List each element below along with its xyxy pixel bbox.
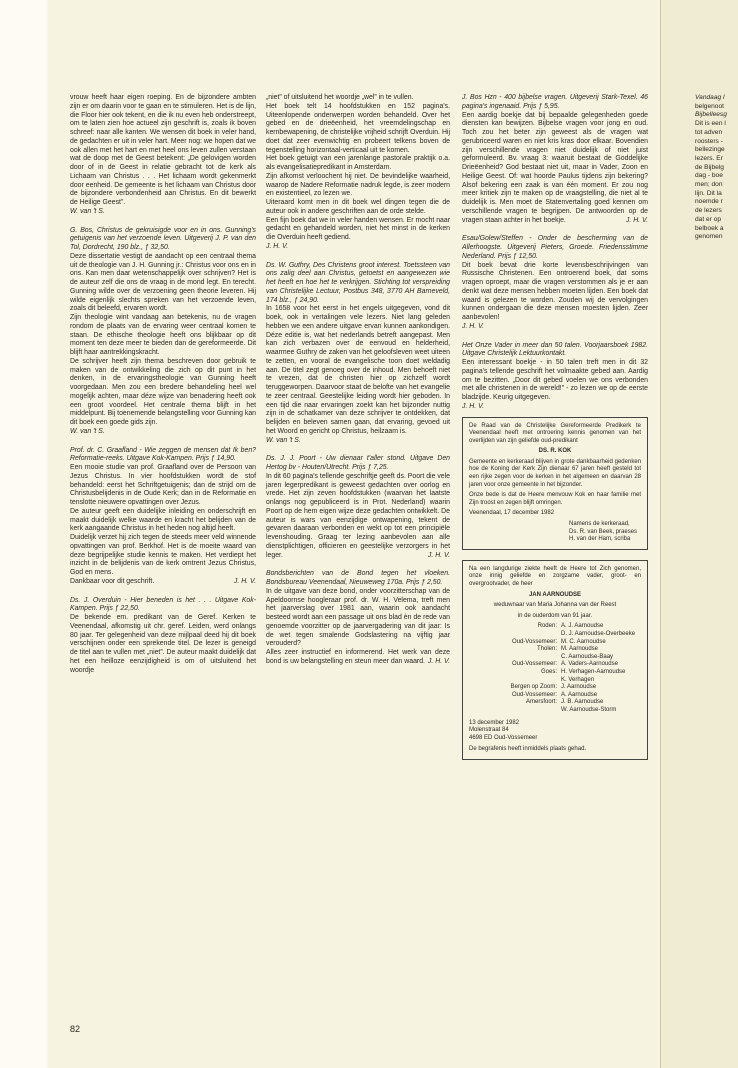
spacer bbox=[266, 252, 450, 262]
review-signature: J. H. V. bbox=[462, 322, 485, 330]
relative-name: C. Aarnoudse-Baay bbox=[561, 653, 614, 660]
paragraph-text: Prof. dr. C. Graafland - Wie zeggen de mensen dat Ik ben? Reformatie-reeks. Uitgave Kok-Kampen. Prijs ƒ 14,90. bbox=[70, 446, 256, 463]
paragraph-text: In 1658 voor het eerst in het engels uitgegeven, vond dit boek, ook in vertalingen vele lezers. Niet lang geleden hebben we een andere uitgave ervan kunnen aankondigen. Déze editie is, wat het nederlands betreft aangepast. Men kan zich verbazen over de eenvoud en helderheid, waarmee Guthry de zaken van het geloofsleven weet uiteen te zetten, en vooral de evangelische toon doet weldadig aan. De titel zegt genoeg over de inhoud. Men behoeft niet te vrezen, dat de christen hier op zichzelf wordt teruggeworpen. Daarvoor staat de belofte van het evangelie te zeer centraal. Geestelijke leiding wordt hier geboden. In een tijd die naar ervaringen zoekt kan het bijzonder nuttig zijn in de schatkamer van deze schrijver te ontdekken, dat belijden en beleven samen gaan, dat ervaring, gevoed uit het Woord en gericht op Christus, heilzaam is. bbox=[266, 305, 450, 435]
notice-funeral: De begrafenis heeft inmiddels plaats gehad. bbox=[469, 746, 587, 753]
facing-page-line: tot adven bbox=[695, 128, 723, 136]
review-signature: J. H. V. bbox=[233, 577, 256, 585]
paragraph-text: „niet” of uitsluitend het woordje „wel” in te vullen. bbox=[266, 94, 414, 101]
paragraph-text: De schrijver heeft zijn thema beschreven door gebruik te maken van de ontwikkeling die zich op dit punt in het denken, in de ervaringstheologie van Gunning heeft voorgedaan. Men zou een bredere behandeling heel wel mogelijk achten, maar déze wijze van benadering heeft ook een groot voordeel. Het centrale thema blijft in het middelpunt. Bij toenemende belangstelling voor Gunning kan dit boek een goede gids zijn. bbox=[70, 357, 256, 426]
relative-name: M. C. Aarnoudse bbox=[561, 638, 606, 645]
notice-intro: Na een langdurige ziekte heeft de Heere tot Zich genomen, onze innig geliefde en zorgzame vader, groot- en overgrootvader, de heer bbox=[469, 565, 641, 587]
review-title bbox=[70, 597, 256, 615]
relative-place bbox=[469, 654, 557, 662]
review-paragraph bbox=[70, 578, 256, 587]
notice-age: in de ouderdom van 91 jaar. bbox=[517, 612, 593, 619]
facing-page-line: dag - boe bbox=[695, 172, 723, 180]
relative-place bbox=[469, 677, 557, 685]
relative-place: Oud-Vossemeer: bbox=[511, 691, 557, 698]
paragraph-text: Een mooie studie van prof. Graafland over de Persoon van Jezus Christus. In vier hoofdstukken wordt de stof behandeld: eerst het Schriftgetuigenis; dan de strijd om de Christusbelijdenis in de Oude Kerk; dan in de Reformatie en tenslotte nieuwere opvattingen over Jezus. bbox=[70, 464, 256, 506]
paragraph-text: Dankbaar voor dit geschrift. bbox=[70, 577, 155, 585]
obituary-notice-aarnoudse bbox=[462, 560, 648, 760]
notice-name: DS. R. KOK bbox=[538, 448, 572, 455]
paragraph-text: Een interessant boekje - in 50 talen treft men in dit 32 pagina's tellende geschrift het volmaakte gebed aan. Aardig om te bezitten. „Door dit gebed voelen we ons verbonden met alle christenen in de wereld!” - zo lezen we op de eerste bladzijde. Keurig uitgegeven. bbox=[462, 359, 648, 401]
paragraph-text: Het boek getuigt van een jarenlange pastorale praktijk o.a. als evangelisatiepredikant in Amsterdam. bbox=[266, 155, 450, 171]
review-title bbox=[462, 235, 648, 261]
review-signature: W. van 't S. bbox=[266, 436, 301, 444]
review-paragraph bbox=[266, 588, 450, 649]
relative-name: W. Aarnoudse-Storm bbox=[561, 706, 617, 713]
review-paragraph bbox=[266, 94, 450, 103]
notice-name: JAN AARNOUDSE bbox=[528, 591, 582, 598]
paragraph-text: Een fijn boek dat we in veler handen wensen. Er mocht naar gedacht en gehandeld worden, niet het minst in de kerken die Overduin heeft gediend. bbox=[266, 216, 450, 241]
review-paragraph bbox=[70, 534, 256, 578]
facing-page bbox=[660, 0, 738, 1068]
relative-place bbox=[469, 631, 557, 639]
review-paragraph bbox=[266, 103, 450, 156]
notice-signature: H. van der Ham, scriba bbox=[569, 536, 631, 543]
paragraph-text: Esau/Golew/Steffen - Onder de bescherming van de Allerhoogste. Uitgeverij Pieters, Groede. Friedensstimme Nederland. Prijs ƒ 12,50. bbox=[462, 235, 648, 260]
review-paragraph bbox=[266, 173, 450, 199]
facing-page-line: dat er op bbox=[695, 215, 722, 223]
facing-page-line: noemde r bbox=[695, 198, 723, 206]
relative-place: Oud-Vossemeer: bbox=[511, 661, 557, 668]
relative-name: J. Aarnoudse bbox=[561, 684, 597, 691]
paragraph-text: Alles zeer instructief en informerend. Het werk van deze bond is uw belangstelling en steun meer dan waard. bbox=[266, 649, 450, 665]
spacer bbox=[462, 332, 648, 342]
notice-date: 13 december 1982 bbox=[469, 719, 520, 726]
paragraph-text: J. Bos Hzn - 400 bijbelse vragen. Uitgeverij Stark-Texel. 46 pagina's ingenaaid. Prijs ƒ 5,95. bbox=[462, 94, 648, 110]
paragraph-text: Zijn afkomst verloochent hij niet. De bevindelijke waarheid, waarop de Nadere Reformatie nadruk legde, is zeer modern en existentieel, zo lezen we. bbox=[266, 172, 450, 198]
notice-widow: weduwnaar van Maria Johanna van der Reest bbox=[493, 602, 617, 609]
review-paragraph bbox=[70, 358, 256, 428]
facing-page-line: roosters - bbox=[695, 137, 723, 145]
review-title bbox=[266, 455, 450, 473]
paragraph-text: Het Onze Vader in meer dan 50 talen. Voorjaarsboek 1982. Uitgave Christelijk Lektuurkontakt. bbox=[462, 341, 648, 358]
paragraph-text: G. Bos, Christus de gekruisigde voor en in ons. Gunning's getuigenis van het verzoende leven. Uitgeverij J. P. van den Tol, Dordrecht, 190 blz., ƒ 32,50. bbox=[70, 226, 256, 251]
review-paragraph bbox=[70, 94, 256, 208]
obituary-notice-kok bbox=[462, 417, 648, 550]
relative-name: J. B. Aarnoudse bbox=[561, 699, 604, 706]
review-signature: J. H. V. bbox=[266, 242, 289, 250]
review-signature: J. H. V. bbox=[427, 657, 450, 665]
review-signature: J. H. V. bbox=[462, 402, 485, 410]
notice-body: Gemeente en kerkeraad blijven in grote dankbaarheid gedenken hoe de Koning der Kerk Zijn dienaar 67 jaren heeft gesteld tot een rijke zegen voor de kerken in het algemeen en daarvan 28 jaren voor onze gemeente in het bijzonder. bbox=[469, 458, 641, 488]
review-paragraph bbox=[266, 217, 450, 243]
paragraph-text: De auteur geeft een duidelijke inleiding en onderschrijft en maakt duidelijk welke waarde en kracht het belijden van de kerk aangaande Christus in het heden nog altijd heeft. bbox=[70, 507, 256, 533]
review-paragraph bbox=[70, 614, 256, 675]
review-signature: W. van 't S. bbox=[70, 427, 105, 435]
paragraph-text: vrouw heeft haar eigen roeping. En de bijzondere ambten zijn er om daarin voor te gaan en te stimuleren. Het is de lijn, die Floor hier ook tekent, en die ik nu even heb onderstreept, om te laten zien hoe actueel zijn geschrift is, zoals ik boven schreef: naar alle kanten. We wensen dit boek in veler hand, de gedachten er uit in veler hart. Meer nog: we hopen dat we ook allen met het hart en met heel ons leven zullen verstaan wat de doop met de Geest betekent: „De gelovigen worden door of in de Geest in relatie gebracht tot de kerk als Lichaam van Christus . . . Het lichaam wordt gekenmerkt door eenheid. De gemeente is het lichaam van Christus door de bijzondere verbondenheid aan Christus. En dit bewerkt de Heilige Geest”. bbox=[70, 94, 256, 206]
paragraph-text: De bekende em. predikant van de Geref. Kerken te Veenendaal, afkomstig uit chr. geref. Leiden, werd onlangs 80 jaar. Ter gelegenheid van deze mijlpaal deed hij dit boek verschijnen onder een sprekende titel. De lezer is geneigd de titel aan te vullen met „niet”. De auteur maakt duidelijk dat het een heilloze eenzijdigheid is om of uitsluitend het woordje bbox=[70, 614, 256, 674]
facing-page-line: Dit is een l bbox=[695, 120, 726, 128]
notice-street: Molenstraat 84 bbox=[469, 727, 509, 734]
facing-page-line: bellezinge bbox=[695, 146, 725, 154]
paragraph-text: Bondsberichten van de Bond tegen het vloeken. Bondsbureau Veenendaal, Nieuweweg 170a. Prijs ƒ 2,50. bbox=[266, 570, 450, 586]
facing-page-line: lijn. Dit la bbox=[695, 189, 722, 197]
notice-place-date: Veenendaal, 17 december 1982 bbox=[469, 510, 555, 517]
review-paragraph bbox=[266, 473, 450, 561]
facing-page-line: Bijbelleesg bbox=[695, 111, 727, 119]
relative-place: Amersfoort: bbox=[525, 699, 557, 706]
review-paragraph bbox=[266, 199, 450, 217]
relative-name: A. Aarnoudse bbox=[561, 691, 598, 698]
review-signature: J. H. V. bbox=[427, 551, 450, 559]
spacer bbox=[70, 217, 256, 227]
facing-page-line: belgenoot bbox=[695, 102, 724, 110]
review-title bbox=[70, 227, 256, 253]
paragraph-text: Ds. W. Guthry, Des Christens groot interest. Toetssteen van ons zalig deel aan Christus, getoetst en aangewezen wie het heeft en hoe het te verkrijgen. Stichting tot verspreiding van Christelijke Lectuur, Postbus 348, 3770 AH Barneveld, 174 blz., ƒ 24,90. bbox=[266, 261, 450, 304]
relative-place: Roden: bbox=[537, 623, 557, 630]
review-paragraph bbox=[70, 464, 256, 508]
paragraph-text: In de uitgave van deze bond, onder voorzitterschap van de Apeldoornse hoogleraar prof. dr. W. H. Velema, treft men het jaarverslag over 1981 aan, waarin ook aandacht besteed wordt aan een passage uit ons blad èn de rede van genoemde voorzitter op de jaarvergadering van dit jaar: Is de wet tegen smalende Godslastering na vijftig jaar verouderd? bbox=[266, 587, 450, 648]
review-title bbox=[266, 570, 450, 588]
relative-name: A. J. Aarnoudse bbox=[561, 623, 604, 630]
column-3 bbox=[462, 94, 648, 770]
notice-postal: 4698 ED Oud-Vossemeer bbox=[469, 734, 538, 741]
column-2 bbox=[266, 94, 450, 667]
review-title bbox=[70, 447, 256, 465]
relative-place: Goes: bbox=[540, 668, 557, 675]
relative-place bbox=[469, 707, 557, 715]
relative-place: Bergen op Zoom: bbox=[510, 684, 557, 691]
paragraph-text: Dit boek bevat drie korte levensbeschrijvingen van Russische Christenen. Een ontroerend boek, dat soms vragen oproept, maar die vragen verstommen als je er aan denkt wat deze mensen hebben moeten lijden. Een boek dat waard is gelezen te worden. Zouden wij de vervolgingen kunnen ondergaan die deze mensen moesten lijden. Zeer aanbevolen! bbox=[462, 261, 648, 321]
review-paragraph bbox=[266, 649, 450, 667]
relative-name: H. Verhagen-Aarnoudse bbox=[561, 668, 626, 675]
relative-place: Tholen: bbox=[536, 646, 557, 653]
paragraph-text: Zijn theologie wint vandaag aan betekenis, nu de vragen rondom de plaats van de ervaring weer centraal komen te staan. De ethische theologie heeft ons blijkbaar op dit moment ten deze meer te bieden dan de gereformeerde. Dit blijft haar aantrekkingskracht. bbox=[70, 314, 256, 356]
review-signature: W. van 't S. bbox=[70, 207, 105, 215]
review-paragraph bbox=[462, 359, 648, 403]
notice-intro: De Raad van de Christelijke Gereformeerde Predikerk te Veenendaal heeft met ontroering kennis genomen van het overlijden van zijn geliefde oud-predikant bbox=[469, 422, 641, 444]
paragraph-text: Ds. J. J. Poort - Uw dienaar t'aller stond. Uitgave Den Hertog bv - Houten/Utrecht. Prijs ƒ 7,25. bbox=[266, 455, 450, 471]
review-paragraph bbox=[70, 314, 256, 358]
relatives-list bbox=[469, 623, 641, 714]
paragraph-text: Ds. J. Overduin - Hier beneden is het . . . Uitgave Kok-Kampen. Prijs ƒ 22,50. bbox=[70, 596, 256, 613]
facing-page-line: de lezers bbox=[695, 207, 722, 215]
spacer bbox=[266, 560, 450, 570]
facing-page-line: belboek a bbox=[695, 224, 724, 232]
notice-wish: Onze bede is dat de Heere menvouw Kok en haar familie met Zijn troost en zegen blijft omringen. bbox=[469, 492, 641, 506]
facing-page-line: Vandaag l bbox=[695, 94, 725, 101]
review-paragraph bbox=[266, 305, 450, 436]
review-paragraph bbox=[70, 508, 256, 534]
facing-page-text bbox=[661, 0, 738, 242]
facing-page-line: de Bijbelg bbox=[695, 163, 724, 171]
spacer bbox=[266, 445, 450, 455]
paragraph-text: In dit 60 pagina's tellende geschriftje geeft ds. Poort die vele jaren legerpredikant is geweest gedachten over oorlog en vrede. Het zijn zeven hoofdstukken (waarvan het laatste onlangs nog gepubliceerd is in Prot. Nederland) waarin Poort op de hem eigen wijze deze gedachten ontwikkelt. De auteur is wars van eenzijdige ontwapening, tekent de gevaren daaraan verbonden en wekt op tot een principiële levenshouding. Graag ter lezing aanbevolen aan alle dienstplichtigen, officieren en geestelijke verzorgers in het leger. bbox=[266, 472, 450, 559]
review-title bbox=[462, 94, 648, 112]
relative-name: K. Verhagen bbox=[561, 676, 595, 683]
review-paragraph bbox=[266, 155, 450, 173]
review-paragraph bbox=[462, 112, 648, 226]
notice-signature: Ds. R. van Beek, praeses bbox=[569, 528, 638, 535]
page-number: 82 bbox=[70, 1024, 81, 1034]
spacer bbox=[70, 587, 256, 597]
review-paragraph bbox=[462, 262, 648, 323]
paragraph-text: Deze dissertatie vestigt de aandacht op een centraal thema uit de theologie van J. H. Gunning jr.: Christus voor ons en in ons. Kan men daar wetenschappelijk over schrijven? Het is de auteur zelf die ons de vraag in de mond legt. En terecht. Gunning wilde over de verzoening geen theorie leveren. Hij wilde eigenlijk slechts spreken van het verzoende leven, zoals dit beleefd, ervaren wordt. bbox=[70, 252, 256, 313]
column-1 bbox=[70, 94, 256, 675]
review-signature: J. H. V. bbox=[625, 216, 648, 224]
relative-name: D. J. Aarnoudse-Overbeeke bbox=[561, 630, 636, 637]
review-paragraph bbox=[70, 253, 256, 314]
notice-signature: Namens de kerkeraad, bbox=[569, 521, 630, 528]
review-title bbox=[462, 342, 648, 360]
paragraph-text: Een aardig boekje dat bij bepaalde gelegenheden goede diensten kan bewijzen. Bijbelse vragen voor jong en oud. Toch zou het beter zijn geweest als de vragen wat gerubriceerd waren en niet kris kras door elkaar. Bovendien zijn verschillende vragen niet duidelijk of niet juist geformuleerd. Bv. vraag 3: waaruit bestaat de Goddelijke Drieëenheid? God bestaat niet uit, maar in Vader, Zoon en Heilige Geest. Of: wat hoorde Paulus tijdens zijn bekering? Alsof bekering een zaak is van één moment. Er zou nog meer kritiek zijn te maken op de vraagstelling, die niet al te duidelijk is. Men moet de Statenvertaling goed kennen om verschillende vragen te begrijpen. De antwoorden op de vragen staan achter in het boekje. bbox=[462, 111, 648, 224]
paragraph-text: Duidelijk verzet hij zich tegen de steeds meer veld winnende opvattingen van prof. Berkhof. Het is de moeite waard van deze begrijpelijke studie kennis te maken. Het verdiept het inzicht in de belijdenis van de kerk omtrent Jezus Christus, God en mens. bbox=[70, 534, 256, 576]
spacer bbox=[462, 225, 648, 235]
relative-name: A. Vaders-Aarnoudse bbox=[561, 661, 618, 668]
facing-page-line: men; don bbox=[695, 181, 723, 189]
relative-name: M. Aarnoudse bbox=[561, 646, 599, 653]
facing-page-line: genomen bbox=[695, 233, 723, 241]
paragraph-text: Uiteraard komt men in dit boek wel dingen tegen die de auteur ook in andere geschriften aan de orde stelde. bbox=[266, 199, 450, 215]
paragraph-text: Het boek telt 14 hoofdstukken en 152 pagina's. Uiteenlopende onderwerpen worden behandeld. Over het gebed en de drieëenheid, het vreemdelingschap en kernbewapening, de christelijke vrijheid schrijft Overduin. Hij doet dat zeer evenwichtig en probeert telkens boven de tegenstelling horizontaal-verticaal uit te komen. bbox=[266, 102, 450, 154]
review-title bbox=[266, 262, 450, 306]
relative-place: Oud-Vossemeer: bbox=[511, 638, 557, 645]
spacer bbox=[70, 437, 256, 447]
facing-page-line: lezers. Er bbox=[695, 154, 723, 162]
